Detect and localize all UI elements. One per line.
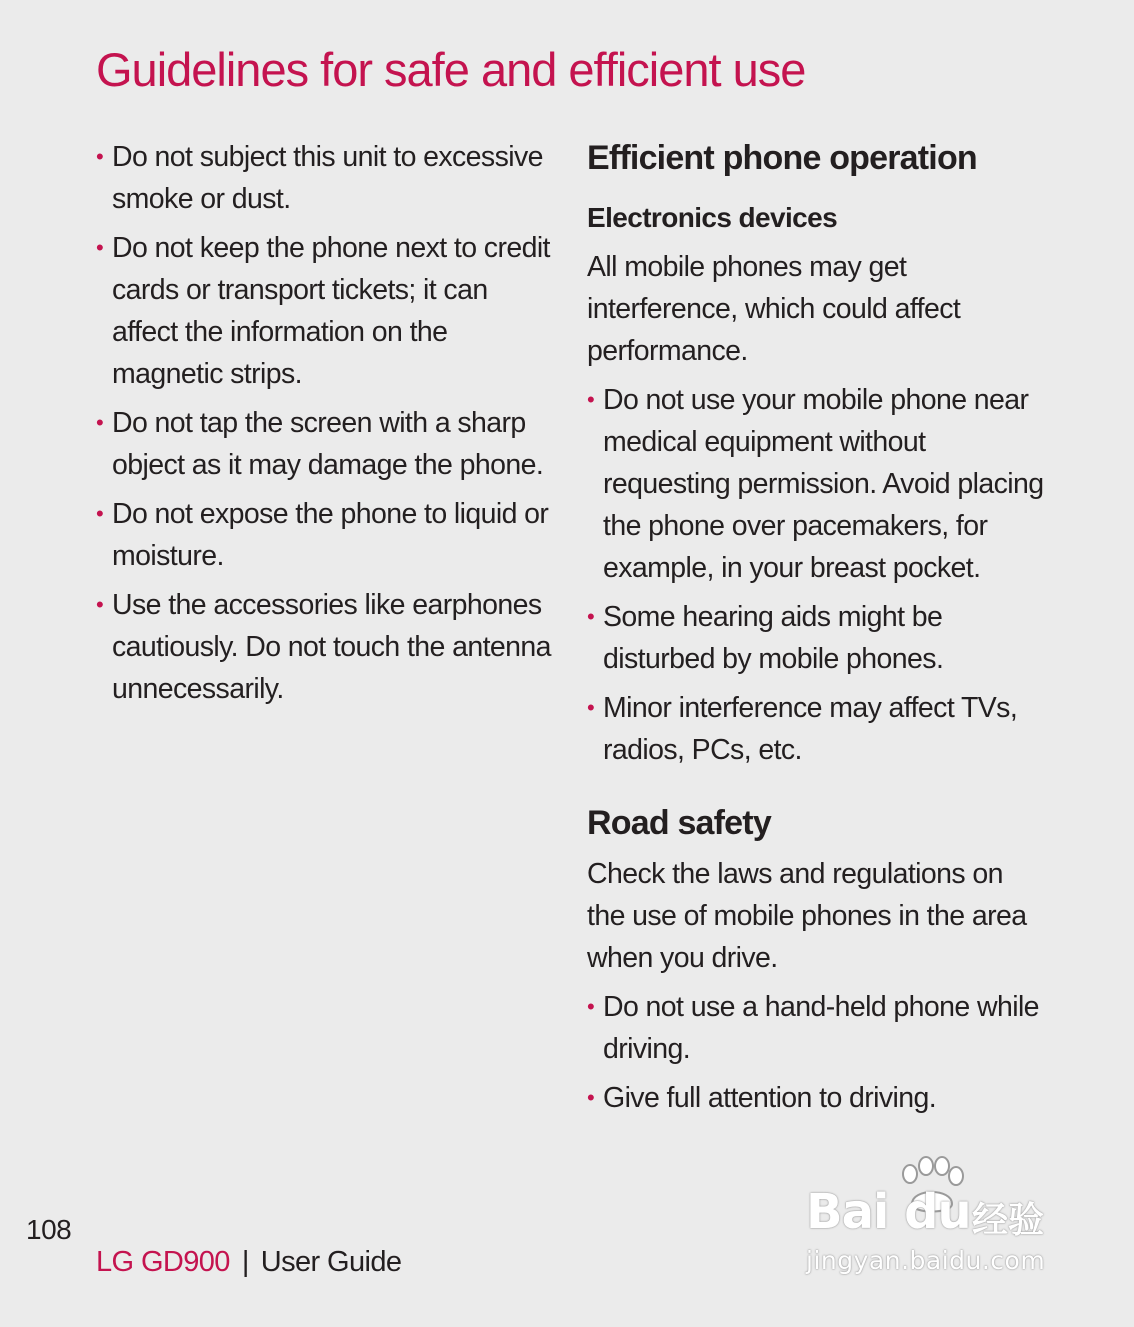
list-item: [587, 687, 1047, 771]
bullet-icon: •: [587, 1085, 595, 1110]
efficient-operation-heading: Efficient phone operation: [587, 139, 977, 177]
bullet-text: Minor interference may affect TVs, radios, PCs, etc.: [603, 692, 1018, 766]
list-item: [587, 986, 1047, 1070]
bullet-text: Do not expose the phone to liquid or moisture.: [112, 498, 549, 572]
watermark-url: jingyan.baidu.com: [806, 1246, 1046, 1275]
watermark-cn: 经验: [972, 1200, 1045, 1241]
bullet-icon: •: [96, 592, 104, 617]
footer-model: LG GD900: [96, 1246, 230, 1278]
road-safety-bullet-list: [587, 986, 1047, 1119]
list-item: [96, 493, 556, 577]
list-item: [96, 227, 556, 395]
list-item: [587, 1077, 1047, 1119]
footer-guide-label: User Guide: [260, 1246, 402, 1278]
road-safety-intro: Check the laws and regulations on the use of mobile phones in the area when you drive.: [587, 858, 1027, 974]
left-column: [96, 136, 556, 717]
electronics-bullet-list: [587, 379, 1047, 771]
bullet-icon: •: [96, 235, 104, 260]
list-item: [587, 596, 1047, 680]
left-bullet-list: [96, 136, 556, 710]
list-item: [96, 584, 556, 710]
baidu-watermark: [800, 1156, 1070, 1286]
right-column: [587, 134, 1047, 1126]
bullet-icon: •: [96, 410, 104, 435]
bullet-text: Use the accessories like earphones cautiously. Do not touch the antenna unnecessarily.: [112, 589, 551, 705]
footer: [96, 1246, 401, 1279]
bullet-text: Do not subject this unit to excessive smoke or dust.: [112, 141, 543, 215]
bullet-text: Do not use a hand-held phone while driving.: [603, 991, 1039, 1065]
bullet-icon: •: [587, 387, 595, 412]
electronics-devices-subheading: Electronics devices: [587, 202, 838, 233]
page-title: Guidelines for safe and efficient use: [96, 43, 806, 96]
footer-separator: |: [241, 1246, 249, 1278]
bullet-text: Do not keep the phone next to credit cards or transport tickets; it can affect the information on the magnetic strips.: [112, 232, 550, 390]
bullet-icon: •: [96, 501, 104, 526]
list-item: [96, 136, 556, 220]
bullet-text: Do not tap the screen with a sharp object as it may damage the phone.: [112, 407, 544, 481]
electronics-intro: All mobile phones may get interference, which could affect performance.: [587, 251, 961, 367]
bullet-icon: •: [96, 144, 104, 169]
page-number: 108: [26, 1214, 72, 1245]
list-item: [96, 402, 556, 486]
bullet-text: Some hearing aids might be disturbed by mobile phones.: [603, 601, 944, 675]
list-item: [587, 379, 1047, 589]
watermark-brand: Bai du: [806, 1184, 971, 1240]
bullet-text: Do not use your mobile phone near medical equipment without requesting permission. Avoid placing the phone over pacemakers, for example, in your breast pocket.: [603, 384, 1044, 584]
road-safety-heading: Road safety: [587, 804, 771, 842]
bullet-text: Give full attention to driving.: [603, 1082, 937, 1114]
bullet-icon: •: [587, 695, 595, 720]
bullet-icon: •: [587, 994, 595, 1019]
bullet-icon: •: [587, 604, 595, 629]
